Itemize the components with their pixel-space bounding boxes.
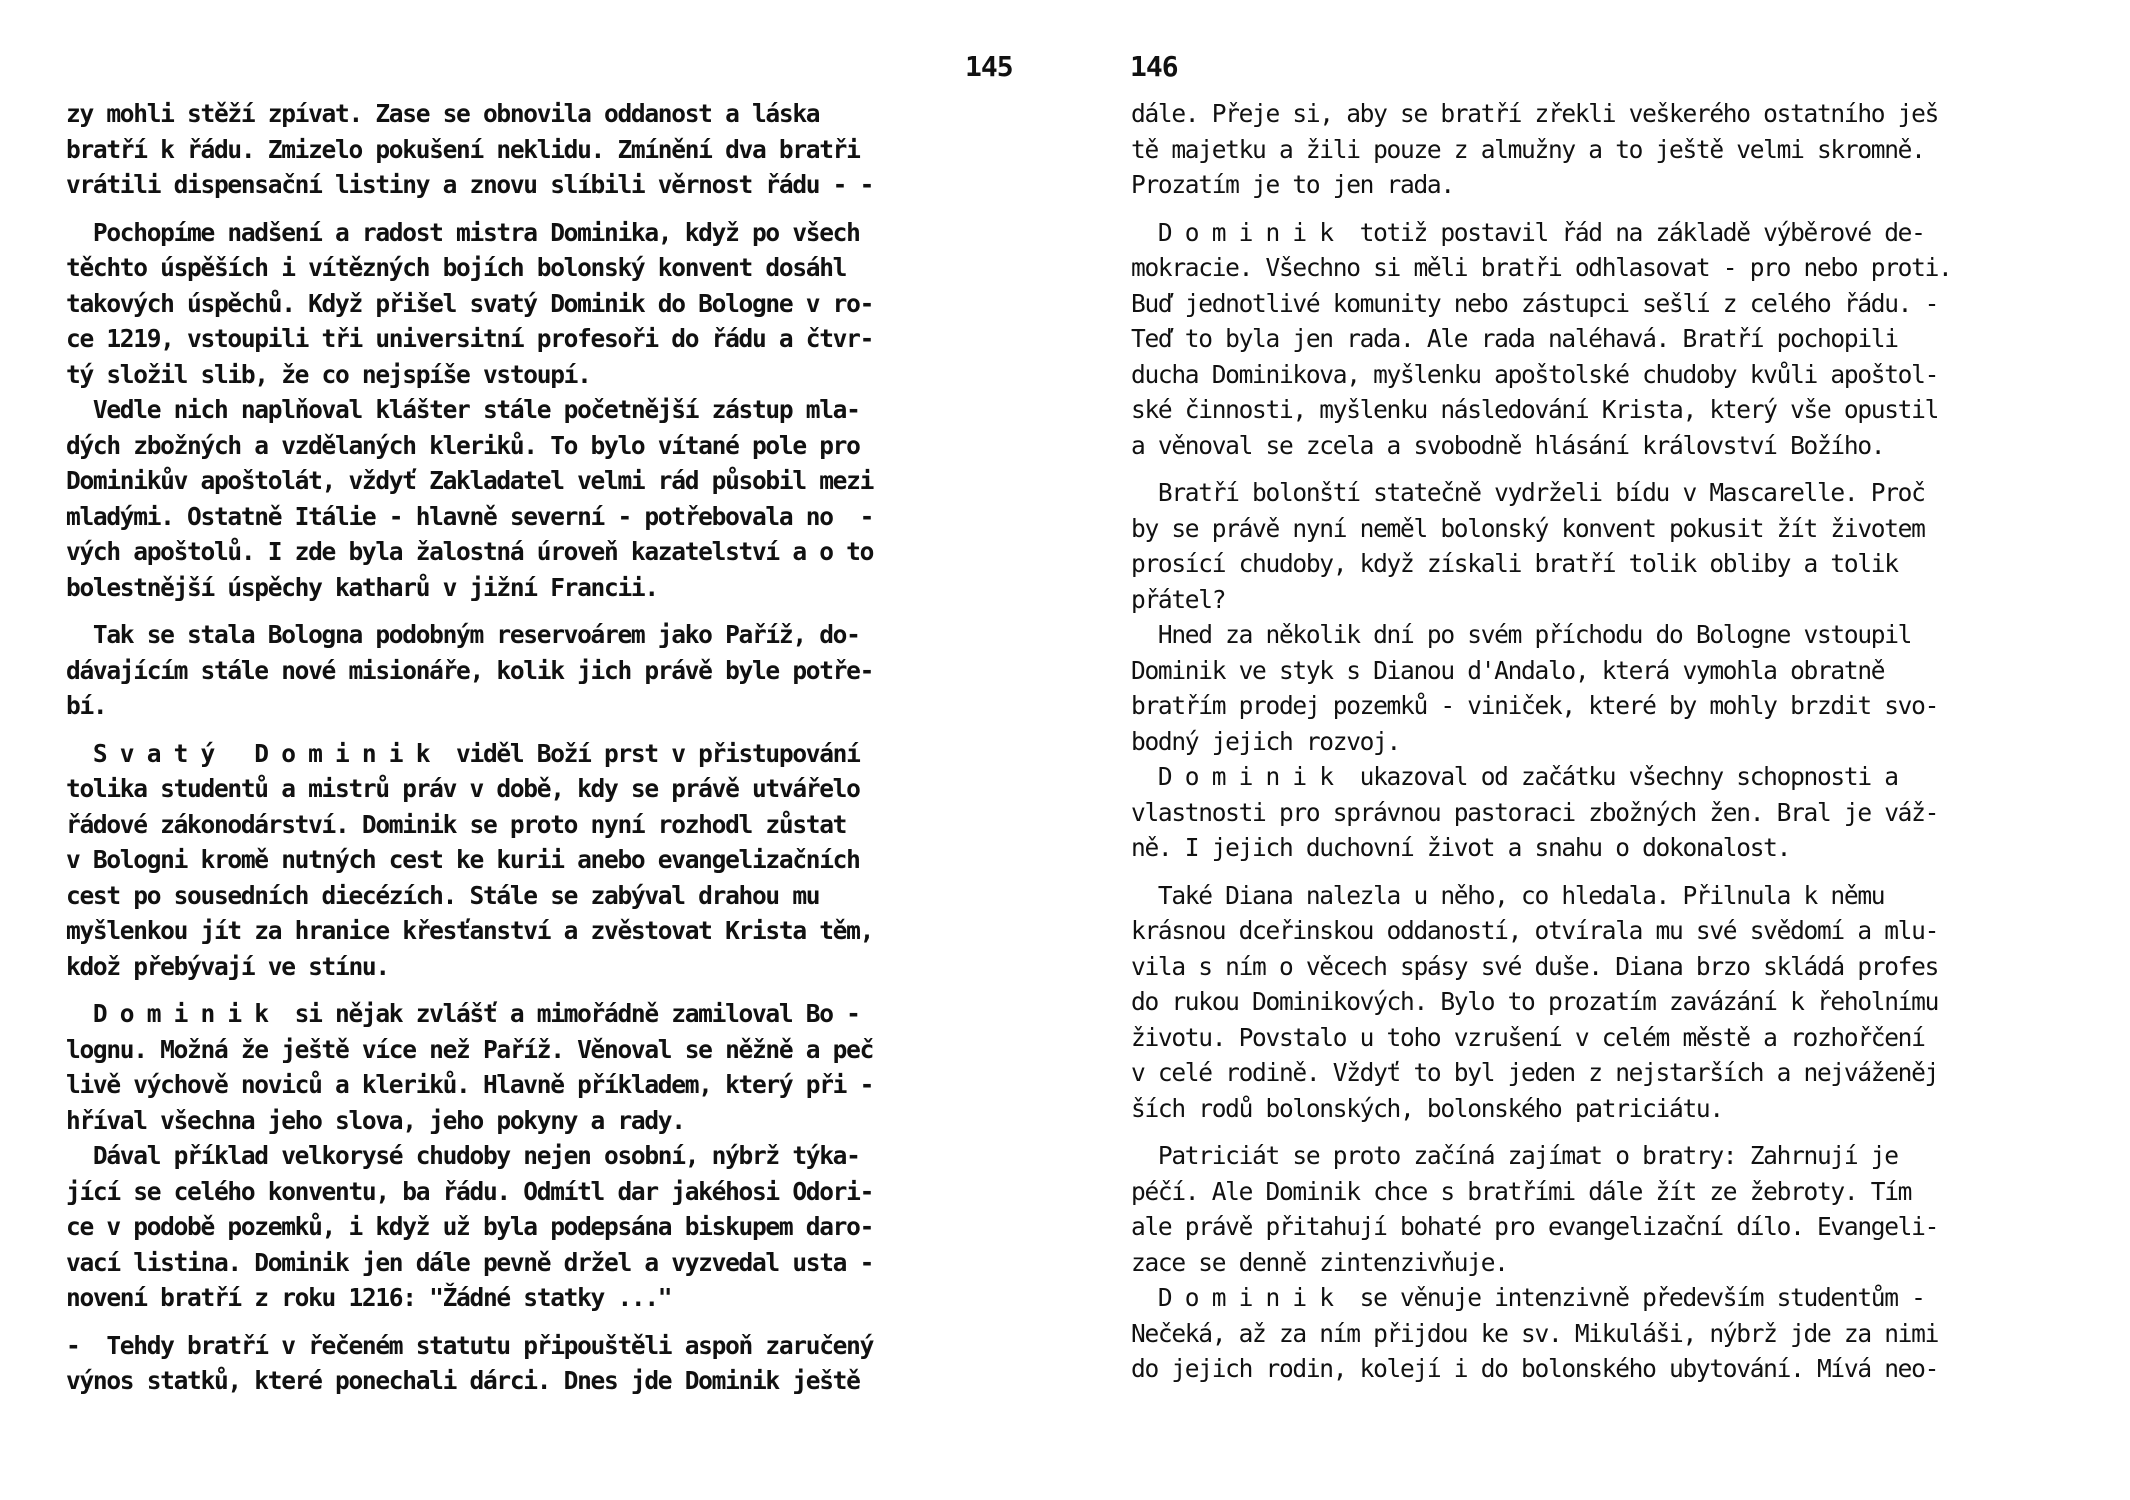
text-line: lognu. Možná že ještě více než Paříž. Věnoval se něžně a peč <box>66 1034 874 1064</box>
paragraph <box>1131 1138 2091 1387</box>
paragraph-gap <box>1131 1126 2091 1138</box>
text-line: bolestnější úspěchy katharů v jižní Francii. <box>66 572 658 602</box>
text-line: v Bologni kromě nutných cest ke kurii anebo evangelizačních <box>66 845 860 874</box>
page-text <box>1131 96 2091 1387</box>
text-line: zy mohli stěží zpívat. Zase se obnovila oddanost a láska <box>66 99 820 128</box>
text-line: jící se celého konventu, ba řádu. Odmítl dar jakéhosi Odori- <box>66 1176 874 1206</box>
text-line: bratří k řádu. Zmizelo pokušení neklidu. Zmínění dva bratři <box>66 134 860 164</box>
text-line: dých zbožných a vzdělaných kleriků. To bylo vítané pole pro <box>66 430 860 460</box>
text-line: - Tehdy bratří v řečeném statutu připouštěli aspoň zaručený <box>66 1330 874 1360</box>
paragraph <box>1131 878 2091 1127</box>
text-line: bí. <box>66 691 107 720</box>
text-line: D o m i n i k se věnuje intenzivně především studentům - <box>1131 1283 1925 1312</box>
text-line: Teď to byla jen rada. Ale rada naléhavá. Bratří pochopili <box>1131 324 1898 353</box>
text-line: takových úspěchů. Když přišel svatý Dominik do Bologne v ro- <box>66 288 874 318</box>
text-line: vací listina. Dominik jen dále pevně držel a vyzvedal usta - <box>66 1247 874 1277</box>
paragraph-gap <box>66 984 1016 996</box>
text-line: vrátili dispensační listiny a znovu slíbili věrnost řádu - - <box>66 170 874 199</box>
text-line: D o m i n i k totiž postavil řád na základě výběrové de- <box>1131 217 1925 247</box>
text-line: ské činnosti, myšlenku následování Krista, který vše opustil <box>1131 395 1939 424</box>
page-number: 145 <box>965 50 1013 83</box>
text-line: životu. Povstalo u toho vzrušení v celém městě a rozhořčení <box>1131 1022 1925 1052</box>
text-line: ně. I jejich duchovní život a snahu o dokonalost. <box>1131 833 1791 862</box>
text-line: prosící chudoby, když získali bratří tolik obliby a tolik <box>1131 549 1898 578</box>
text-line: S v a t ý D o m i n i k viděl Boží prst v přistupování <box>66 738 860 768</box>
paragraph-gap <box>66 1316 1016 1328</box>
text-line: Hned za několik dní po svém příchodu do Bologne vstoupil <box>1131 620 1912 649</box>
text-line: přátel? <box>1131 584 1226 614</box>
text-line: ducha Dominikova, myšlenku apoštolské chudoby kvůli apoštol- <box>1131 359 1939 389</box>
text-line: Bratří bolonští statečně vydrželi bídu v Mascarelle. Proč <box>1131 478 1925 507</box>
text-line: ších rodů bolonských, bolonského patriciátu. <box>1131 1093 1723 1123</box>
text-line: těchto úspěších i vítězných bojích bolonský konvent dosáhl <box>66 253 847 282</box>
text-line: myšlenkou jít za hranice křesťanství a zvěstovat Krista těm, <box>66 916 874 945</box>
text-line: Vedle nich naplňoval klášter stále početnější zástup mla- <box>66 395 860 424</box>
page-number: 146 <box>1130 50 1178 83</box>
text-line: tě majetku a žili pouze z almužny a to ještě velmi skromně. <box>1131 134 1925 164</box>
text-line: livě výchově noviců a kleriků. Hlavně příkladem, který při - <box>66 1070 874 1099</box>
paragraph <box>66 617 1016 724</box>
paragraph <box>1131 96 2091 203</box>
text-line: vlastnosti pro správnou pastoraci zbožných žen. Bral je váž- <box>1131 797 1939 827</box>
paragraph-gap <box>1131 463 2091 475</box>
text-line: D o m i n i k ukazoval od začátku všechny schopnosti a <box>1131 762 1898 791</box>
text-line: Tak se stala Bologna podobným reservoárem jako Paříž, do- <box>66 620 860 649</box>
text-line: do jejich rodin, kolejí i do bolonského ubytování. Mívá neo- <box>1131 1354 1939 1383</box>
text-line: krásnou dceřinskou oddaností, otvírala mu své svědomí a mlu- <box>1131 916 1939 945</box>
paragraph <box>66 1328 1016 1399</box>
text-line: Pochopíme nadšení a radost mistra Dominika, když po všech <box>66 217 860 247</box>
text-line: mladými. Ostatně Itálie - hlavně severní - potřebovala no - <box>66 501 874 531</box>
paragraph-gap <box>1131 866 2091 878</box>
text-line: cest po sousedních diecézích. Stále se zabýval drahou mu <box>66 880 820 910</box>
text-line: ce 1219, vstoupili tři universitní profesoři do řádu a čtvr- <box>66 324 874 353</box>
text-line: ce v podobě pozemků, i když už byla podepsána biskupem darо- <box>66 1212 874 1241</box>
paragraph <box>66 96 1016 203</box>
text-line: vila s ním o věcech spásy své duše. Diana brzo skládá profes <box>1131 951 1939 981</box>
text-line: hříval všechna jeho slova, jeho pokyny a rady. <box>66 1105 685 1135</box>
text-line: výnos statků, které ponechali dárci. Dnes jde Dominik ještě <box>66 1366 860 1395</box>
text-line: Dominikův apoštolát, vždyť Zakladatel velmi rád působil mezi <box>66 466 874 495</box>
text-line: Patriciát se proto začíná zajímat o bratry: Zahrnují je <box>1131 1141 1898 1170</box>
text-line: mokracie. Všechno si měli bratři odhlasovat - pro nebo proti. <box>1131 253 1952 282</box>
text-line: D o m i n i k si nějak zvlášť a mimořádně zamiloval Bo - <box>66 999 860 1028</box>
text-line: řádové zákonodárství. Dominik se proto nyní rozhodl zůstat <box>66 809 847 839</box>
text-line: dávajícím stále nové misionáře, kolik jich právě byle potře- <box>66 655 874 685</box>
text-line: dále. Přeje si, aby se bratří zřekli veškerého ostatního ješ <box>1131 99 1939 128</box>
text-line: do rukou Dominikových. Bylo to prozatím zavázání k řeholnímu <box>1131 987 1939 1016</box>
text-line: Dával příklad velkorysé chudoby nejen osobní, nýbrž týka- <box>66 1141 860 1170</box>
text-line: kdož přebývají ve stínu. <box>66 951 389 981</box>
text-line: ale právě přitahují bohaté pro evangelizační dílo. Evangeli- <box>1131 1212 1939 1241</box>
paragraph <box>1131 215 2091 464</box>
paragraph <box>66 215 1016 606</box>
paragraph-gap <box>1131 203 2091 215</box>
paragraph <box>66 736 1016 985</box>
paragraph <box>66 996 1016 1316</box>
text-line: vých apoštolů. I zde byla žalostná úroveň kazatelství a o to <box>66 537 874 566</box>
paragraph-gap <box>66 605 1016 617</box>
text-line: a věnoval se zcela a svobodně hlásání království Božího. <box>1131 430 1885 460</box>
paragraph <box>1131 475 2091 866</box>
text-line: novení bratří z roku 1216: "Žádné statky ..." <box>66 1283 672 1312</box>
paragraph-gap <box>66 203 1016 215</box>
right-page <box>1065 0 2130 1500</box>
text-line: bodný jejich rozvoj. <box>1131 726 1401 756</box>
text-line: Prozatím je to jen rada. <box>1131 170 1454 199</box>
page-text <box>66 96 1016 1399</box>
text-line: zace se denně zintenzivňuje. <box>1131 1247 1508 1277</box>
text-line: bratřím prodej pozemků - viniček, které by mohly brzdit svo- <box>1131 691 1939 720</box>
text-line: v celé rodině. Vždyť to byl jeden z nejstarších a nejváženěj <box>1131 1058 1939 1087</box>
text-line: Buď jednotlivé komunity nebo zástupci sešlí z celého řádu. - <box>1131 288 1939 318</box>
text-line: péčí. Ale Dominik chce s bratřími dále žít ze žebroty. Tím <box>1131 1176 1912 1206</box>
text-line: Také Diana nalezla u něho, co hledala. Přilnula k němu <box>1131 880 1885 910</box>
text-line: Nečeká, až za ním přijdou ke sv. Mikuláši, nýbrž jde za nimi <box>1131 1318 1939 1348</box>
paragraph-gap <box>66 724 1016 736</box>
text-line: by se právě nyní neměl bolonský konvent pokusit žít životem <box>1131 513 1925 543</box>
text-line: tý složil slib, že co nejspíše vstoupí. <box>66 359 591 389</box>
text-line: Dominik ve styk s Dianou d'Andalo, která vymohla obratně <box>1131 655 1885 685</box>
text-line: tolika studentů a mistrů práv v době, kdy se právě utvářelo <box>66 774 860 803</box>
